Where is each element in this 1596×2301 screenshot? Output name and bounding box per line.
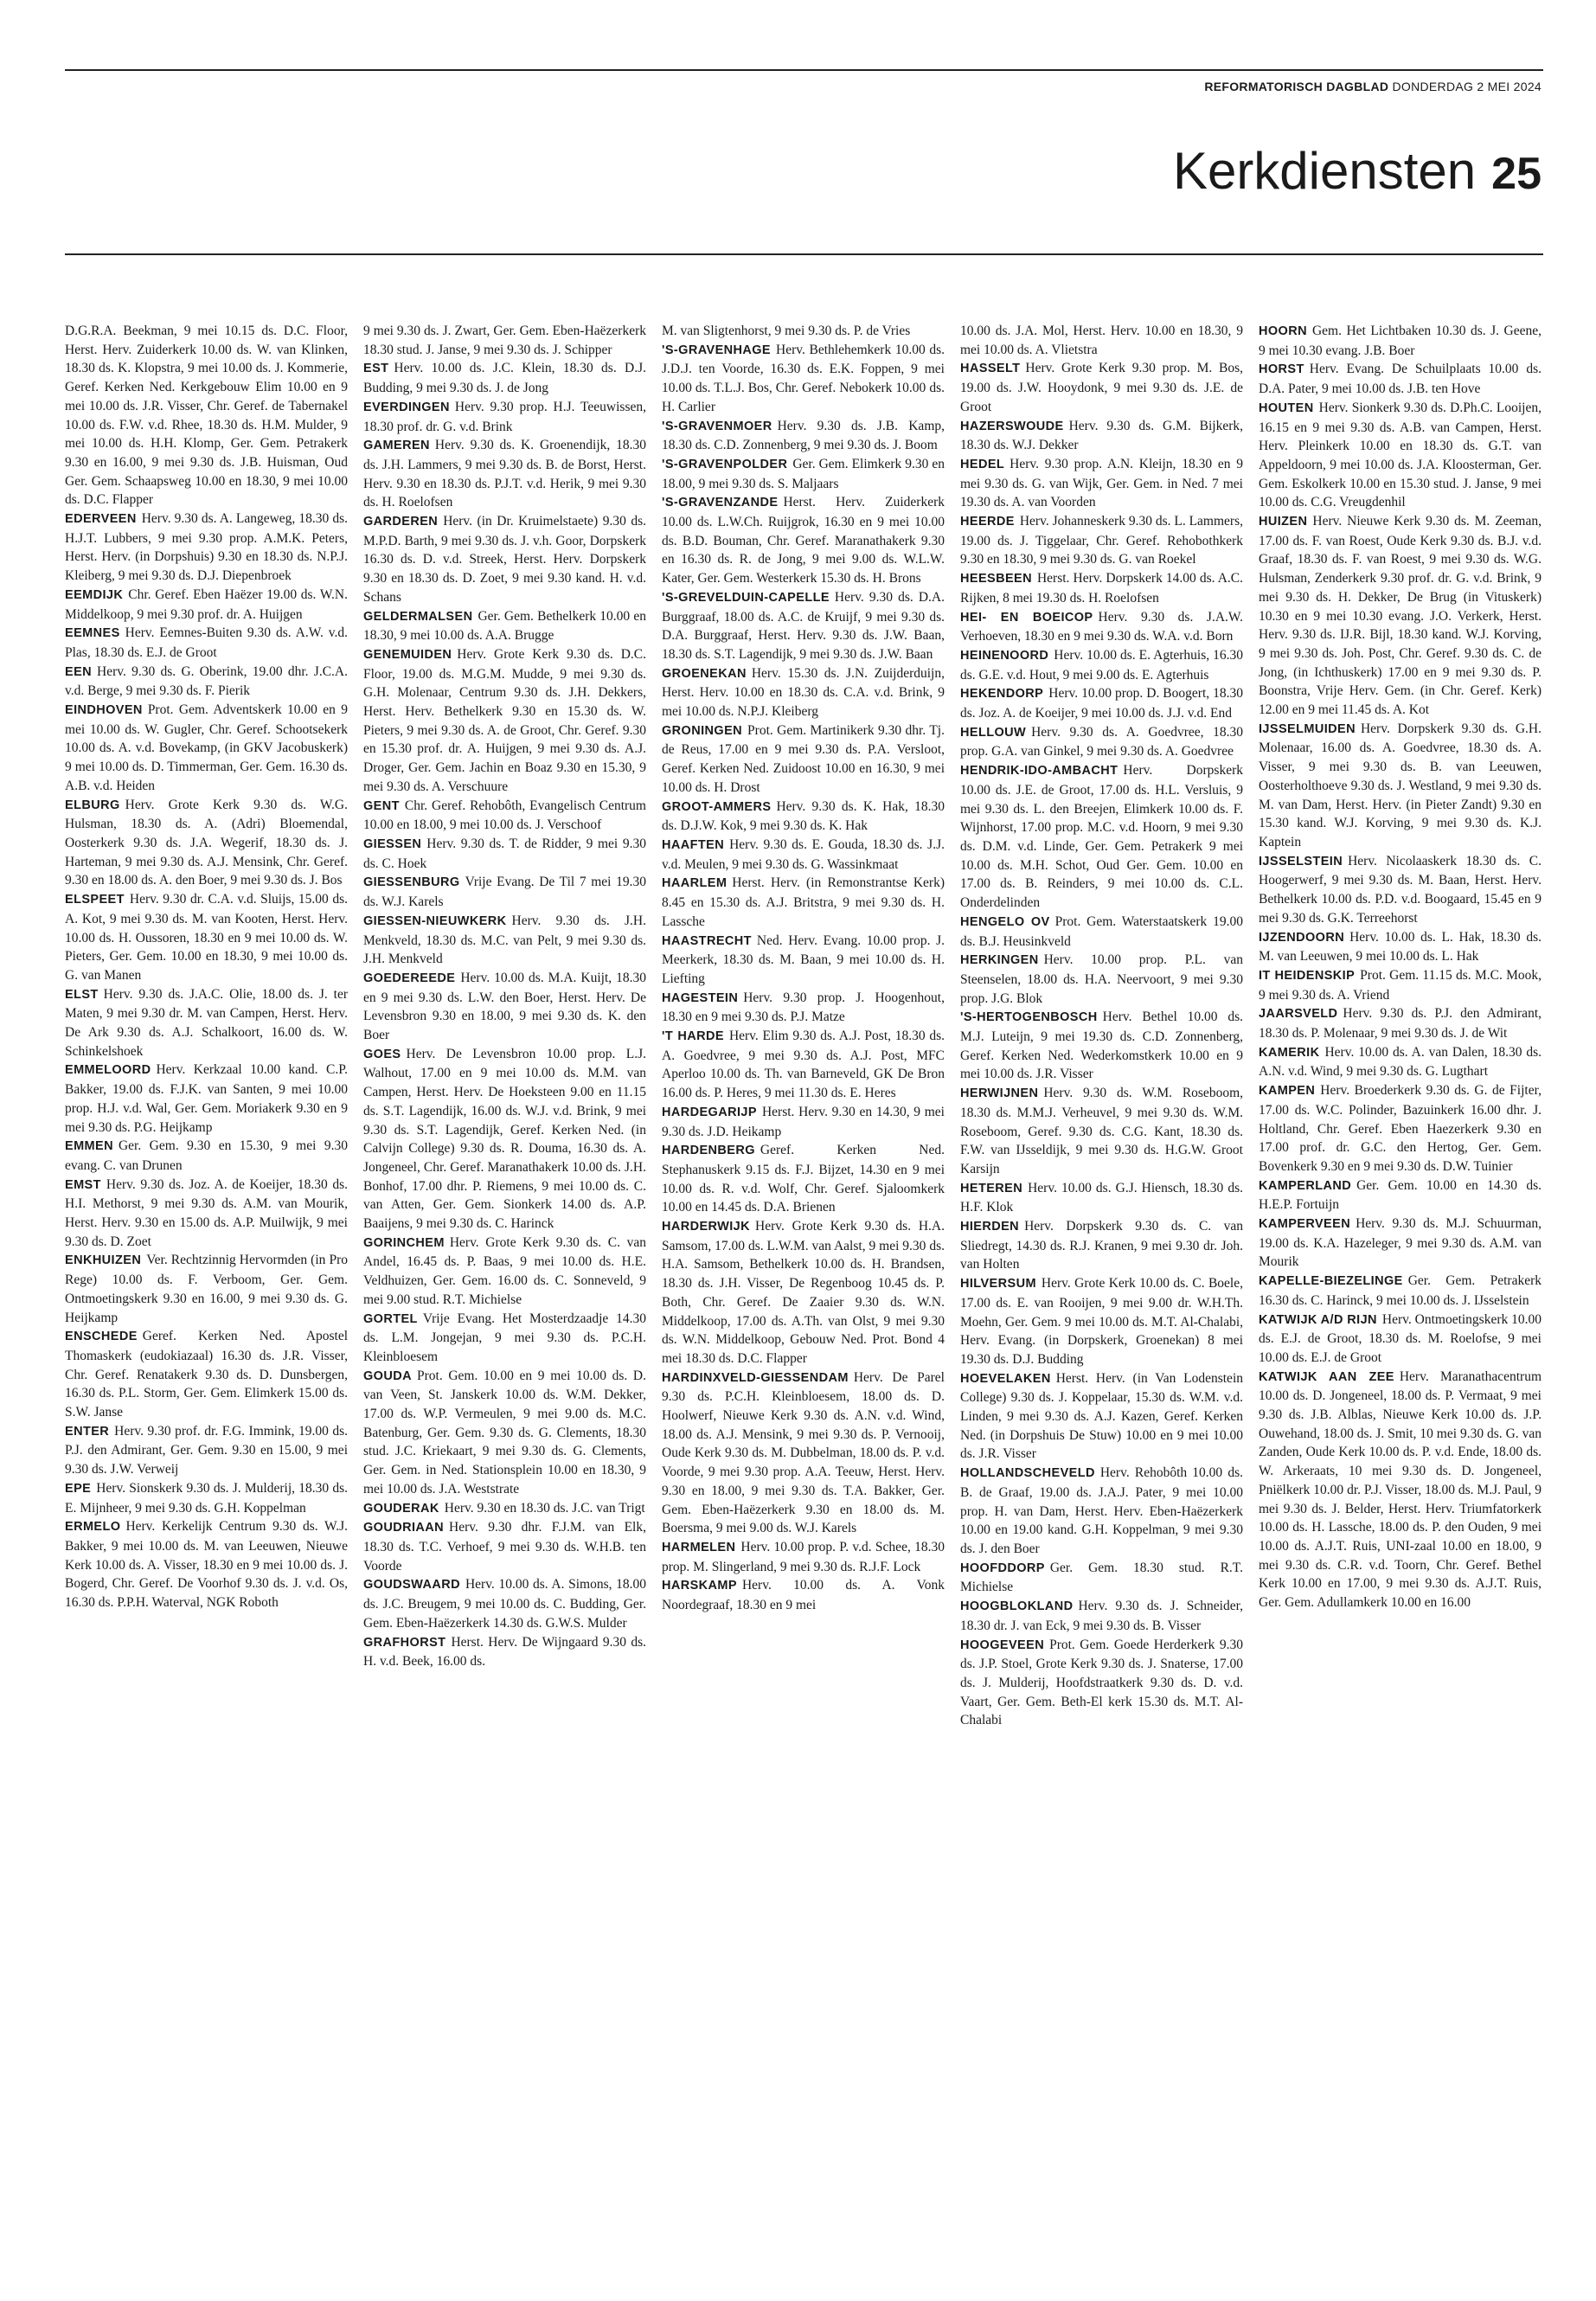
service-entry	[363, 835, 646, 873]
service-entry	[65, 1251, 348, 1327]
town-name: KATWIJK A/D RIJN	[1259, 1312, 1377, 1327]
town-name: EEMNES	[65, 626, 120, 641]
service-entry	[1259, 852, 1542, 928]
service-entry	[1259, 322, 1542, 360]
service-entry	[960, 1274, 1243, 1369]
service-details: Gem. Het Lichtbaken 10.30 ds. J. Geene, 9 mei 10.30 evang. J.B. Boer	[1259, 324, 1542, 358]
service-details: Geref. Kerken Ned. Apostel Thomaskerk (eudokiazaal) 16.30 ds. J.R. Visser, Chr. Geref. Renatakerk 9.30 ds. D. Dunsbergen, 16.30 ds. P.L. Storm, Ger. Gem. Elimkerk 15.00 ds. S.W. Janse	[65, 1329, 348, 1420]
service-entry	[960, 913, 1243, 951]
town-name: EPE	[65, 1481, 92, 1496]
service-entry	[363, 1633, 646, 1671]
service-details: M. van Sligtenhorst, 9 mei 9.30 ds. P. de Vries	[662, 324, 911, 338]
page-number: 25	[1491, 149, 1542, 199]
town-name: EST	[363, 362, 389, 376]
service-entry	[363, 1575, 646, 1632]
town-name: HUIZEN	[1259, 515, 1308, 529]
service-details: Herv. Eemnes-Buiten 9.30 ds. A.W. v.d. Plas, 18.30 ds. E.J. de Groot	[65, 625, 348, 660]
service-entry	[960, 723, 1243, 761]
service-details: Ger. Gem. Bethelkerk 10.00 en 18.30, 9 mei 10.00 ds. A.A. Brugge	[363, 608, 646, 644]
service-entry	[65, 1327, 348, 1422]
service-details: Chr. Geref. Rehobôth, Evangelisch Centrum 10.00 en 18.00, 9 mei 10.00 ds. J. Verschoof	[363, 798, 646, 833]
service-entry	[65, 663, 348, 701]
service-details: Herv. 9.30 prop. A.N. Kleijn, 18.30 en 9 mei 9.30 ds. G. van Wijk, Ger. Gem. in Ned. 7 mei 19.30 ds. A. van Voorden	[960, 456, 1243, 510]
service-entry	[363, 607, 646, 645]
town-name: EMMELOORD	[65, 1063, 151, 1078]
town-name: HARDEGARIJP	[662, 1105, 757, 1119]
service-details: Herv. 9.30 ds. K. Hak, 18.30 ds. D.J.W. Kok, 9 mei 9.30 ds. K. Hak	[662, 798, 945, 834]
service-details: Herv. Bethel 10.00 ds. M.J. Luteijn, 9 mei 19.30 ds. C.D. Zonnenberg, Geref. Kerken Ned. Wederkomstkerk 10.00 en 9 mei 10.00 ds. J.R. Visser	[960, 1009, 1243, 1082]
service-entry	[960, 417, 1243, 455]
town-name: EMST	[65, 1177, 101, 1192]
town-name: HOUTEN	[1259, 401, 1314, 415]
service-entry	[363, 359, 646, 397]
town-name: HEI- EN BOEICOP	[960, 610, 1093, 625]
service-entry	[363, 912, 646, 969]
service-entry	[1259, 1043, 1542, 1081]
service-entry	[65, 701, 348, 796]
service-details: Herv. 9.30 ds. A. Goedvree, 18.30 prop. G.A. van Ginkel, 9 mei 9.30 ds. A. Goedvree	[960, 724, 1243, 760]
service-details: Herv. Dorpskerk 9.30 ds. G.H. Molenaar, 16.00 ds. A. Goedvree, 18.30 ds. A. Visser, 9 mei 9.30 ds. B. van Leeuwen, Oosterholthoeve 9.30 ds. J. Westland, 9 mei 9.30 ds. M. van Dam, Herst. Herv. (in Pieter Zandt) 9.30 en 15.30 kand. W.J. Korving, 9 mei 9.30 ds. K.J. Kaptein	[1259, 721, 1542, 849]
service-entry	[960, 951, 1243, 1008]
service-entry	[65, 796, 348, 891]
service-details: Herv. Grote Kerk 9.30 ds. C. van Andel, 16.45 ds. P. Baas, 9 mei 10.00 ds. H.E. Veldhuizen, Ger. Gem. 16.00 ds. C. Sonneveld, 9 mei 9.00 stud. R.T. Michielse	[363, 1234, 646, 1307]
service-details: Herv. 9.30 ds. K. Groenendijk, 18.30 ds. J.H. Lammers, 9 mei 9.30 ds. B. de Borst, Herst. Herv. 9.30 en 18.30 ds. P.J.T. v.d. Herik, 9 mei 9.30 ds. H. Roelofsen	[363, 438, 646, 510]
town-name: HOLLANDSCHEVELD	[960, 1466, 1095, 1481]
service-entry	[662, 932, 945, 989]
service-entry	[662, 989, 945, 1027]
service-details: Herv. 9.30 ds. J.B. Kamp, 18.30 ds. C.D. Zonnenberg, 9 mei 9.30 ds. J. Boom	[662, 418, 945, 453]
listing-column-2	[363, 322, 646, 2277]
service-details: Herv. 9.30 en 18.30 ds. J.C. van Trigt	[444, 1500, 645, 1516]
service-details: Herv. 9.30 ds. A. Langeweg, 18.30 ds. H.J.T. Lubbers, 9 mei 9.30 prop. A.M.K. Peters, Herst. Herv. (in Dorpshuis) 9.30 en 18.30 ds. N.P.J. Kleiberg, 9 mei 9.30 ds. D.J. Diepenbroek	[65, 511, 348, 584]
service-details: Herv. Dorpskerk 10.00 ds. J.E. de Groot, 17.00 ds. H.L. Versluis, 9 mei 9.30 ds. L. den Breejen, Elimkerk 10.00 ds. F. Wijnhorst, 17.00 prop. M.C. v.d. Hoorn, 9 mei 9.30 ds. D.M. v.d. Linde, Ger. Gem. Petrakerk 9 mei 10.00 ds. M.H. Schot, Oud Ger. Gem. 10.00 en 17.00 ds. B. Reinders, 9 mei 10.00 ds. C.L. Onderdelinden	[960, 763, 1243, 911]
newspaper-name: REFORMATORISCH DAGBLAD	[1204, 80, 1389, 93]
service-details: Herst. Herv. Zuiderkerk 10.00 ds. L.W.Ch. Ruijgrok, 16.30 en 9 mei 10.00 ds. B.D. Bouman, Chr. Geref. Maranathakerk 9.30 en 16.30 ds. R. de Jong, 9 mei 9.00 ds. W.L.W. Kater, Ger. Gem. Westerkerk 15.30 ds. H. Brons	[662, 495, 945, 586]
town-name: GRONINGEN	[662, 723, 743, 738]
town-name: GOUDERAK	[363, 1501, 439, 1516]
town-name: GIESSENBURG	[363, 875, 460, 890]
service-entry	[662, 1368, 945, 1538]
service-entry	[960, 1008, 1243, 1084]
service-details: Herv. 9.30 ds. T. de Ridder, 9 mei 9.30 ds. C. Hoek	[363, 836, 646, 871]
town-name: GOUDA	[363, 1368, 412, 1383]
town-name: HAGESTEIN	[662, 990, 739, 1005]
town-name: EEMDIJK	[65, 587, 124, 602]
service-details: Ned. Herv. Evang. 10.00 prop. J. Meerkerk, 18.30 ds. M. Baan, 9 mei 10.00 ds. H. Liefting	[662, 933, 945, 986]
town-name: HARDERWIJK	[662, 1220, 751, 1234]
town-name: HETEREN	[960, 1181, 1023, 1195]
service-entry	[960, 1464, 1243, 1559]
service-details: Ger. Gem. 10.00 en 14.30 ds. H.E.P. Fortuijn	[1259, 1177, 1542, 1213]
service-details: Ger. Gem. 18.30 stud. R.T. Michielse	[960, 1560, 1243, 1595]
service-entry	[363, 512, 646, 607]
town-name: GORINCHEM	[363, 1235, 445, 1250]
town-name: 'T HARDE	[662, 1029, 724, 1044]
service-details: Herv. Kerkzaal 10.00 kand. C.P. Bakker, 19.00 ds. F.J.K. van Santen, 9 mei 10.00 prop. H.J. v.d. Wal, Ger. Gem. Moriakerk 9.30 en 9 mei 9.30 ds. P.G. Heijkamp	[65, 1062, 348, 1135]
town-name: 'S-GREVELDUIN-CAPELLE	[662, 590, 830, 605]
service-details: Herv. 9.30 ds. P.J. den Admirant, 18.30 ds. P. Molenaar, 9 mei 9.30 ds. J. de Wit	[1259, 1006, 1542, 1042]
service-entry	[662, 1576, 945, 1614]
service-details: Herv. Grote Kerk 9.30 ds. D.C. Floor, 19.00 ds. M.G.M. Mudde, 9 mei 9.30 ds. G.H. Molenaar, Centrum 9.30 ds. J.H. Dekkers, Herst. Herv. Bethelkerk 9.30 en 15.30 ds. W. Pieters, 9 mei 9.30 ds. A. de Groot, Chr. Geref. 9.30 en 15.30 prof. dr. A. Huijgen, 9 mei 9.30 ds. A.J. Droger, Ger. Gem. Jachin en Boaz 9.30 en 15.30, 9 mei 9.30 ds. A. Verschuure	[363, 646, 646, 794]
town-name: GROENEKAN	[662, 666, 747, 681]
service-details: Herv. Grote Kerk 9.30 prop. M. Bos, 19.00 ds. J.W. Hooydonk, 9 mei 9.30 ds. J.E. de Groot	[960, 361, 1243, 414]
service-entry	[662, 341, 945, 417]
service-entry	[662, 874, 945, 931]
service-details: Herv. Nieuwe Kerk 9.30 ds. M. Zeeman, 17.00 ds. F. van Roest, Oude Kerk 9.30 ds. B.J. v.d. Graaf, 18.30 ds. F. van Roest, 9 mei 9.30 ds. W.G. Hulsman, Zenderkerk 9.30 prof. dr. G. v.d. Brink, 9 mei 9.30 ds. H. Dekker, De Brug (in Vituskerk) 10.30 en 9 mei 10.30 evang. J.O. Verkerk, Herst. Herv. 9.30 ds. IJ.R. Bijl, 18.30 kand. W.J. Korving, 9 mei 9.30 ds. Joh. Post, Chr. Geref. 9.30 ds. C. de Jong, (in Ichthuskerk) 17.00 en 9 mei 9.30 ds. P. Boonstra, Vrije Herv. Gem. (in Chr. Geref. Kerk) 12.00 en 9 mei 11.45 ds. A. Kot	[1259, 514, 1542, 718]
town-name: HAAFTEN	[662, 837, 725, 852]
town-name: HERKINGEN	[960, 953, 1039, 968]
service-details: Ger. Gem. Petrakerk 16.30 ds. C. Harinck, 9 mei 10.00 ds. J. IJsselstein	[1259, 1273, 1542, 1308]
service-entry	[662, 798, 945, 836]
town-name: HASSELT	[960, 362, 1021, 376]
service-details: Herst. Herv. 9.30 en 14.30, 9 mei 9.30 ds. J.D. Heikamp	[662, 1104, 945, 1139]
service-details: Herv. 9.30 prop. J. Hoogenhout, 18.30 en 9 mei 9.30 ds. P.J. Matze	[662, 990, 945, 1025]
service-entry	[1259, 928, 1542, 966]
service-entry	[662, 1141, 945, 1217]
town-name: HOOGBLOKLAND	[960, 1599, 1074, 1614]
town-name: GAMEREN	[363, 439, 430, 453]
service-entry	[1259, 720, 1542, 852]
town-name: ELST	[65, 987, 99, 1002]
listing-columns	[65, 322, 1544, 2277]
service-details: Herv. Dorpskerk 9.30 ds. C. van Sliedregt, 14.30 ds. R.J. Kranen, 9 mei 9.30 dr. Joh. van Holten	[960, 1219, 1243, 1272]
service-details: 10.00 ds. J.A. Mol, Herst. Herv. 10.00 en 18.30, 9 mei 10.00 ds. A. Vlietstra	[960, 324, 1243, 357]
town-name: HARMELEN	[662, 1541, 736, 1554]
service-details: Vrije Evang. De Til 7 mei 19.30 ds. W.J. Karels	[363, 875, 646, 910]
service-details: Herst. Herv. De Wijngaard 9.30 ds. H. v.d. Beek, 16.00 ds.	[363, 1634, 646, 1670]
service-details: Herv. 15.30 ds. J.N. Zuijderduijn, Herst. Herv. 10.00 en 18.30 ds. C.A. v.d. Brink, 9 mei 10.00 ds. N.P.J. Kleiberg	[662, 665, 945, 720]
town-name: HARDINXVELD-GIESSENDAM	[662, 1370, 849, 1385]
town-name: HORST	[1259, 362, 1304, 377]
town-name: EVERDINGEN	[363, 400, 450, 414]
service-entry	[65, 890, 348, 985]
service-details: Herv. 10.00 ds. E. Agterhuis, 16.30 ds. G.E. v.d. Hout, 9 mei 9.00 ds. E. Agterhuis	[960, 647, 1243, 683]
service-details: Herv. Grote Kerk 9.30 ds. W.G. Hulsman, 18.30 ds. A. (Adri) Bloemendal, Oosterkerk 9.30 ds. J.A. Wegerif, 18.30 ds. J. Harteman, 9 mei 9.30 ds. A.J. Mensink, Chr. Geref. 9.30 en 18.00 ds. A. den Boer, 9 mei 9.30 ds. J. Bos	[65, 797, 348, 888]
service-entry	[960, 1636, 1243, 1731]
town-name: HEKENDORP	[960, 687, 1044, 702]
listing-column-1	[65, 322, 348, 2277]
service-details: Herv. Grote Kerk 9.30 ds. H.A. Samsom, 17.00 ds. L.W.M. van Aalst, 9 mei 9.30 ds. H.A. Samsom, Bethelkerk 10.00 ds. H. Brandsen, 18.30 ds. J.H. Visser, De Regenboog 10.45 ds. P. Both, Chr. Geref. De Zaaier 9.30 ds. W.N. Middelkoop, 17.00 ds. A.Th. van Olst, 9 mei 9.30 ds. W.N. Middelkoop, Gebouw Ned. Prot. Bond 4 mei 18.30 ds. D.C. Flapper	[662, 1219, 945, 1366]
service-details: Herst. Herv. Dorpskerk 14.00 ds. A.C. Rijken, 8 mei 19.30 ds. H. Roelofsen	[960, 571, 1243, 606]
town-name: GOES	[363, 1047, 401, 1061]
town-name: HOORN	[1259, 324, 1307, 338]
town-name: 'S-GRAVENHAGE	[662, 343, 772, 357]
service-details: Herv. 9.30 prop. H.J. Teeuwissen, 18.30 prof. dr. G. v.d. Brink	[363, 399, 646, 434]
town-name: HENDRIK-IDO-AMBACHT	[960, 764, 1118, 779]
service-details: Herv. (in Dr. Kruimelstaete) 9.30 ds. M.P.D. Barth, 9 mei 9.30 ds. J. v.h. Goor, Dorpskerk 16.30 ds. D. v.d. Streek, Herst. Herv. Dorpskerk 9.30 en 18.30 ds. D. Zoet, 9 mei 9.30 kand. H. v.d. Schans	[363, 514, 646, 605]
service-entry	[65, 624, 348, 662]
service-entry	[960, 646, 1243, 684]
town-name: 'S-GRAVENMOER	[662, 419, 772, 433]
service-details: Herv. Bethlehemkerk 10.00 ds. J.D.J. ten Voorde, 16.30 ds. E.K. Foppen, 9 mei 10.00 ds. T.L.J. Bos, Chr. Geref. Nebokerk 10.00 ds. H. Carlier	[662, 342, 945, 414]
section-name: Kerkdiensten	[1172, 142, 1477, 200]
service-entry	[960, 1084, 1243, 1179]
masthead	[1204, 80, 1542, 93]
town-name: HEDEL	[960, 457, 1005, 471]
town-name: GOEDEREEDE	[363, 971, 456, 985]
service-details: Herv. 9.30 ds. E. Gouda, 18.30 ds. J.J. v.d. Meulen, 9 mei 9.30 ds. G. Wassinkmaat	[662, 836, 945, 872]
town-name: EMMEN	[65, 1139, 113, 1154]
town-name: IT HEIDENSKIP	[1259, 968, 1356, 983]
town-name: HAARLEM	[662, 876, 727, 891]
service-details: Herv. 10.00 ds. L. Hak, 18.30 ds. M. van Leeuwen, 9 mei 10.00 ds. L. Hak	[1259, 929, 1542, 965]
town-name: HOEVELAKEN	[960, 1371, 1051, 1386]
town-name: IJZENDOORN	[1259, 930, 1345, 945]
service-entry	[363, 1310, 646, 1367]
service-entry	[662, 721, 945, 798]
service-details: Herv. 10.00 ds. A. Vonk Noordegraaf, 18.30 en 9 mei	[662, 1578, 945, 1613]
town-name: KAPELLE-BIEZELINGE	[1259, 1274, 1403, 1289]
service-details: Herv. 9.30 ds. J.A.C. Olie, 18.00 ds. J. ter Maten, 9 mei 9.30 dr. M. van Campen, Herst. Herv. De Ark 9.30 ds. A.J. Schalkoort, 16.00 ds. W. Schinkelshoek	[65, 986, 348, 1059]
service-details: Herv. Sionskerk 9.30 ds. J. Mulderij, 18.30 ds. E. Mijnheer, 9 mei 9.30 ds. G.H. Koppelman	[65, 1480, 348, 1516]
listing-column-3	[662, 322, 945, 2277]
town-name: GROOT-AMMERS	[662, 799, 772, 814]
town-name: HARSKAMP	[662, 1579, 737, 1593]
town-name: GOUDRIAAN	[363, 1521, 445, 1535]
service-details: Ger. Gem. Elimkerk 9.30 en 18.00, 9 mei 9.30 ds. S. Maljaars	[662, 456, 945, 491]
service-entry	[363, 1367, 646, 1499]
town-name: KAMPERVEEN	[1259, 1217, 1351, 1232]
town-name: GIESSEN	[363, 836, 422, 851]
town-name: 'S-GRAVENZANDE	[662, 496, 779, 510]
service-entry	[1259, 399, 1542, 512]
service-entry	[662, 493, 945, 588]
town-name: GENT	[363, 798, 400, 813]
service-details: Herv. Sionkerk 9.30 ds. D.Ph.C. Looijen, 16.15 en 9 mei 9.30 ds. A.B. van Campen, Herst. Herv. Pleinkerk 10.00 en 18.30 ds. G.T. van Appeldoorn, 9 mei 10.00 ds. J.A. Kloosterman, Ger. Gem. Eskolkerk 10.00 en 15.30 stud. J. Janse, 9 mei 10.00 ds. C.G. Vreugdenhil	[1259, 400, 1542, 510]
service-details: Herv. 9.30 ds. W.M. Roseboom, 18.30 ds. M.M.J. Verheuvel, 9 mei 9.30 ds. W.M. Roseboom, Geref. 9.30 ds. C.G. Kant, 18.30 ds. F.W. van IJsseldijk, 9 mei 9.30 ds. H.G.W. Groot Karsijn	[960, 1086, 1243, 1176]
town-name: EDERVEEN	[65, 512, 137, 527]
service-entry	[1259, 512, 1542, 720]
service-entry	[363, 1499, 646, 1519]
town-name: HAZERSWOUDE	[960, 419, 1064, 433]
town-name: GOUDSWAARD	[363, 1578, 460, 1593]
service-entry	[662, 1538, 945, 1576]
town-name: ENSCHEDE	[65, 1330, 138, 1344]
service-details: Herv. Evang. De Schuilplaats 10.00 ds. D.A. Pater, 9 mei 10.00 ds. J.B. ten Hove	[1259, 362, 1542, 397]
service-details: Herv. Maranathacentrum 10.00 ds. D. Jongeneel, 18.00 ds. P. Vermaat, 9 mei 9.30 ds. J.B. Alblas, Nieuwe Kerk 10.00 ds. J.P. Ouwehand, 18.00 ds. J. Smit, 10 mei 9.30 ds. G. van Zanden, Oude Kerk 10.00 ds. P. v.d. Ende, 18.00 ds. W. Arkeraats, 10 mei 9.30 ds. D. Jongeneel, Pniëlkerk 10.00 dr. P.J. Visser, 18.00 ds. M.J. Paul, 9 mei 9.30 ds. J. Belder, Herst. Herv. Triumfatorkerk 10.00 ds. H. Lassche, 18.00 ds. P. den Ouden, 9 mei 10.00 ds. A.J.T. Ruis, UNI-zaal 10.00 en 18.00, 9 mei 9.30 ds. C.R. v.d. Toorn, Chr. Geref. Bethel Kerk 10.00 en 17.00, 9 mei 9.30 ds. A.J.T. Ruis, Ger. Gem. Adullamkerk 10.00 en 16.00	[1259, 1368, 1542, 1611]
town-name: GRAFHORST	[363, 1635, 446, 1650]
service-entry	[65, 1422, 348, 1479]
section-heading	[1172, 142, 1542, 200]
service-entry	[363, 1234, 646, 1310]
service-details: Chr. Geref. Eben Haëzer 19.00 ds. W.N. Middelkoop, 9 mei 9.30 prof. dr. A. Huijgen	[65, 586, 348, 622]
service-entry	[1259, 1311, 1542, 1368]
service-details: Herv. 10.00 ds. A. van Dalen, 18.30 ds. A.N. v.d. Wind, 9 mei 9.30 ds. G. Lugthart	[1259, 1044, 1542, 1080]
service-details: Herv. 9.30 ds. G. Oberink, 19.00 dhr. J.C.A. v.d. Berge, 9 mei 9.30 ds. F. Pierik	[65, 663, 348, 699]
town-name: JAARSVELD	[1259, 1007, 1338, 1022]
service-details: Herv. 9.30 ds. J. Schneider, 18.30 dr. J. van Eck, 9 mei 9.30 ds. B. Visser	[960, 1599, 1243, 1633]
service-entry	[960, 1369, 1243, 1465]
town-name: KATWIJK AAN ZEE	[1259, 1369, 1394, 1384]
service-entry	[65, 1479, 348, 1517]
town-name: HERWIJNEN	[960, 1086, 1039, 1101]
service-entry	[960, 1179, 1243, 1217]
title-rule	[65, 253, 1543, 255]
service-details: Herv. Ontmoetingskerk 10.00 ds. E.J. de Groot, 18.30 ds. M. Roelofse, 9 mei 10.00 ds. E.J. de Groot	[1259, 1311, 1542, 1365]
service-entry	[65, 1137, 348, 1175]
service-entry	[363, 645, 646, 797]
service-details: Herv. 10.00 ds. G.J. Hiensch, 18.30 ds. H.F. Klok	[960, 1180, 1243, 1215]
service-entry	[65, 322, 348, 510]
town-name: GARDEREN	[363, 515, 439, 529]
service-details: Herv. 9.30 dr. C.A. v.d. Sluijs, 15.00 ds. A. Kot, 9 mei 9.30 ds. M. van Kooten, Herst. Herv. 10.00 ds. H. Oussoren, 18.30 en 9 mei 10.00 ds. W. Pieters, Ger. Gem. 10.00 en 18.30, 9 mei 10.00 ds. G. van Manen	[65, 892, 348, 983]
service-details: Herv. 9.30 ds. M.J. Schuurman, 19.00 ds. K.A. Hazeleger, 9 mei 9.30 ds. A.M. van Mourik	[1259, 1216, 1542, 1270]
service-details: Herv. 10.00 prop. D. Boogert, 18.30 ds. Joz. A. de Koeijer, 9 mei 10.00 ds. J.J. v.d. End	[960, 686, 1243, 721]
service-entry	[960, 569, 1243, 607]
service-entry	[1259, 1176, 1542, 1215]
service-entry	[1259, 1004, 1542, 1042]
service-entry	[960, 608, 1243, 646]
service-details: Herv. 9.30 dhr. F.J.M. van Elk, 18.30 ds. T.C. Verhoef, 9 mei 9.30 ds. W.H.B. ten Voorde	[363, 1520, 646, 1574]
service-entry	[960, 512, 1243, 569]
service-entry	[363, 969, 646, 1045]
service-entry	[1259, 1081, 1542, 1176]
service-entry	[363, 1518, 646, 1575]
service-entry	[960, 684, 1243, 722]
town-name: ENTER	[65, 1424, 110, 1439]
town-name: ERMELO	[65, 1520, 121, 1535]
service-details: Herv. 10.00 prop. P.L. van Steenselen, 18.00 ds. H.A. Neervoort, 9 mei 9.30 prop. J.G. Blok	[960, 952, 1243, 1006]
service-details: Prot. Gem. Waterstaatskerk 19.00 ds. B.J. Heusinkveld	[960, 913, 1243, 949]
service-entry	[65, 1061, 348, 1137]
town-name: HILVERSUM	[960, 1277, 1036, 1292]
town-name: HEINENOORD	[960, 648, 1049, 663]
town-name: 'S-HERTOGENBOSCH	[960, 1010, 1098, 1025]
service-entry	[65, 510, 348, 586]
service-details: Herv. 10.00 ds. J.C. Klein, 18.30 ds. D.J. Budding, 9 mei 9.30 ds. J. de Jong	[363, 361, 646, 396]
town-name: IJSSELSTEIN	[1259, 854, 1343, 868]
town-name: IJSSELMUIDEN	[1259, 721, 1356, 736]
service-details: Herv. Rehobôth 10.00 ds. B. de Graaf, 19.00 ds. J.A.J. Pater, 9 mei 10.00 prop. H. van Dam, Herst. Herv. Eben-Haëzerkerk 10.00 en 19.00 kand. G.H. Koppelman, 9 mei 9.30 ds. J. den Boer	[960, 1465, 1243, 1556]
town-name: HAASTRECHT	[662, 933, 752, 948]
service-entry	[960, 1217, 1243, 1274]
service-details: Herv. De Levensbron 10.00 prop. L.J. Walhout, 17.00 en 9 mei 10.00 ds. M.M. van Campen, Herst. Herv. De Hoeksteen 9.00 en 11.15 ds. S.T. Lagendijk, 16.00 ds. W.J. v.d. Brink, 9 mei 9.30 ds. S.T. Lagendijk, Geref. Kerken Ned. (in Calvijn College) 9.30 ds. R. Douma, 16.30 ds. A. Jongeneel, Chr. Geref. Maranathakerk 10.00 ds. J.H. Bonhof, 17.00 dhr. P. Riemens, 9 mei 10.00 ds. C. van Atten, Ger. Gem. Sionkerk 14.00 ds. A.P. Baaijens, 9 mei 9.30 ds. C. Harinck	[363, 1046, 646, 1232]
town-name: KAMPEN	[1259, 1084, 1316, 1099]
town-name: GELDERMALSEN	[363, 609, 473, 624]
service-entry	[662, 322, 945, 341]
service-details: Prot. Gem. Adventskerk 10.00 en 9 mei 10.00 ds. W. Gugler, Chr. Geref. Schootsekerk 10.00 ds. A. v.d. Bovekamp, (in GKV Jacobuskerk) 9 mei 10.00 ds. D. Timmerman, Ger. Gem. 16.30 ds. A.B. v.d. Heiden	[65, 702, 348, 793]
town-name: KAMERIK	[1259, 1045, 1320, 1060]
service-details: Prot. Gem. Goede Herderkerk 9.30 ds. J.P. Stoel, Grote Kerk 9.30 ds. J. Snaterse, 17.00 ds. J. Mulderij, Hoofdstraatkerk 9.30 ds. D. v.d. Vaart, Ger. Gem. Beth-El kerk 15.30 ds. M.T. Al-Chalabi	[960, 1637, 1243, 1728]
service-details: Geref. Kerken Ned. Stephanuskerk 9.15 ds. F.J. Bijzet, 14.30 en 9 mei 10.00 ds. R. v.d. Wolf, Chr. Geref. Sjaloomkerk 10.00 en 14.45 ds. D.A. Brienen	[662, 1143, 945, 1215]
service-details: Herv. Kerkelijk Centrum 9.30 ds. W.J. Bakker, 9 mei 10.00 ds. M. van Leeuwen, Nieuwe Kerk 10.00 ds. A. Visser, 18.30 en 9 mei 10.00 ds. J. Bogerd, Chr. Geref. De Voorhof 9.30 ds. J. v.d. Os, 16.30 ds. P.P.H. Waterval, NGK Roboth	[65, 1519, 348, 1611]
town-name: ELSPEET	[65, 893, 125, 907]
service-details: Herv. Grote Kerk 10.00 ds. C. Boele, 17.00 ds. E. van Rooijen, 9 mei 9.00 dr. W.H.Th. Moehn, Ger. Gem. 9 mei 10.00 ds. M.T. Al-Chalabi, Herv. Evang. (in Dorpskerk, Groenekan) 8 mei 19.30 ds. D.J. Budding	[960, 1276, 1243, 1367]
service-entry	[960, 1597, 1243, 1635]
service-entry	[363, 797, 646, 835]
service-details: Vrije Evang. Het Mosterdzaadje 14.30 ds. L.M. Jongejan, 9 mei 9.30 ds. P.C.H. Kleinbloesem	[363, 1311, 646, 1364]
town-name: EEN	[65, 664, 93, 679]
top-rule	[65, 69, 1543, 71]
service-entry	[662, 588, 945, 664]
service-entry	[65, 586, 348, 624]
service-entry	[65, 1176, 348, 1252]
town-name: HARDENBERG	[662, 1144, 755, 1158]
service-entry	[363, 436, 646, 512]
town-name: KAMPERLAND	[1259, 1178, 1352, 1193]
service-details: Herst. Herv. (in Van Lodenstein College) 9.30 ds. J. Koppelaar, 15.30 ds. W.M. v.d. Linden, 9 mei 9.30 ds. A.J. Kazen, Geref. Kerken Ned. (in Dorpshuis De Stuw) 10.00 en 9 mei 10.00 ds. J.R. Visser	[960, 1370, 1243, 1462]
service-details: Herv. 9.30 ds. D.A. Burggraaf, 18.00 ds. A.C. de Kruijf, 9 mei 9.30 ds. D.A. Burggraaf, Herst. Herv. 9.30 ds. J.W. Baan, 18.30 ds. S.T. Lagendijk, 9 mei 9.30 ds. J.W. Baan	[662, 589, 945, 662]
service-entry	[662, 417, 945, 455]
service-details: Herv. 9.30 ds. J.H. Menkveld, 18.30 ds. M.C. van Pelt, 9 mei 9.30 ds. J.H. Menkveld	[363, 913, 646, 967]
service-entry	[1259, 1272, 1542, 1310]
service-entry	[662, 1103, 945, 1141]
service-entry	[1259, 1368, 1542, 1612]
service-entry	[662, 1027, 945, 1103]
town-name: HELLOUW	[960, 725, 1027, 740]
issue-date: DONDERDAG 2 MEI 2024	[1392, 80, 1542, 93]
service-entry	[960, 455, 1243, 512]
service-details: Ver. Rechtzinnig Hervormden (in Pro Rege) 10.00 ds. F. Verboom, Ger. Gem. Ontmoetingskerk 9.30 en 16.00, 9 mei 9.30 ds. G. Heijkamp	[65, 1253, 348, 1325]
town-name: ELBURG	[65, 798, 120, 812]
service-entry	[1259, 1215, 1542, 1272]
service-entry	[363, 1045, 646, 1234]
service-entry	[960, 1559, 1243, 1597]
town-name: HEESBEEN	[960, 572, 1032, 586]
service-details: 9 mei 9.30 ds. J. Zwart, Ger. Gem. Eben-Haëzerkerk 18.30 stud. J. Janse, 9 mei 9.30 ds. J. Schipper	[363, 324, 646, 357]
town-name: GIESSEN-NIEUWKERK	[363, 913, 507, 928]
town-name: HIERDEN	[960, 1220, 1020, 1234]
town-name: HOOFDDORP	[960, 1561, 1045, 1575]
service-entry	[363, 322, 646, 359]
service-entry	[363, 873, 646, 911]
service-details: Herv. 9.30 ds. Joz. A. de Koeijer, 18.30 ds. H.I. Methorst, 9 mei 9.30 ds. A.M. van Mourik, Herst. Herv. 9.30 en 15.00 ds. A.P. Muilwijk, 9 mei 9.30 ds. D. Zoet	[65, 1176, 348, 1249]
service-details: D.G.R.A. Beekman, 9 mei 10.15 ds. D.C. Floor, Herst. Herv. Zuiderkerk 10.00 ds. W. van Klinken, 18.30 ds. K. Klopstra, 9 mei 10.00 ds. J. Kommerie, Geref. Kerken Ned. Kerkgebouw Elim 10.00 en 9 mei 10.00 ds. J.R. Visser, Chr. Geref. de Tabernakel 10.00 ds. F.W. v.d. Rhee, 18.30 ds. H.M. Mulder, 9 mei 10.00 ds. H.H. Klomp, Ger. Gem. Petrakerk 9.30 en 16.00, 9 mei 9.30 ds. J.B. Huisman, Oud Ger. Gem. Schaapsweg 10.00 en 18.30, 9 mei 10.00 ds. D.C. Flapper	[65, 324, 348, 508]
service-details: Herv. 10.00 ds. A. Simons, 18.00 ds. J.C. Breugem, 9 mei 10.00 ds. C. Budding, Ger. Gem. Eben-Haëzerkerk 14.30 ds. G.W.S. Mulder	[363, 1577, 646, 1631]
service-details: Herv. 9.30 ds. G.M. Bijkerk, 18.30 ds. W.J. Dekker	[960, 418, 1243, 453]
town-name: HEERDE	[960, 515, 1015, 529]
listing-column-5	[1259, 322, 1542, 2277]
service-entry	[960, 322, 1243, 359]
service-entry	[662, 664, 945, 721]
service-details: Herv. Johanneskerk 9.30 ds. L. Lammers, 19.00 ds. J. Tiggelaar, Chr. Geref. Rehobothkerk 9.30 en 18.30, 9 mei 9.30 ds. G. van Roekel	[960, 514, 1243, 567]
town-name: GORTEL	[363, 1311, 418, 1326]
service-details: Ger. Gem. 9.30 en 15.30, 9 mei 9.30 evang. C. van Drunen	[65, 1138, 348, 1173]
service-details: Prot. Gem. Martinikerk 9.30 dhr. Tj. de Reus, 17.00 en 9 mei 9.30 ds. P.A. Versloot, Geref. Kerken Ned. Zuidoost 10.00 en 16.30, 9 mei 10.00 ds. H. Drost	[662, 722, 945, 795]
town-name: 'S-GRAVENPOLDER	[662, 457, 788, 471]
service-details: Herst. Herv. (in Remonstrantse Kerk) 8.45 en 15.30 ds. A.J. Britstra, 9 mei 9.30 ds. H. Lassche	[662, 875, 945, 929]
service-entry	[960, 359, 1243, 416]
service-details: Herv. 9.30 ds. J.A.W. Verhoeven, 18.30 en 9 mei 9.30 ds. W.A. v.d. Born	[960, 609, 1243, 644]
town-name: HENGELO OV	[960, 914, 1050, 929]
service-entry	[662, 836, 945, 874]
service-details: Herv. 9.30 prof. dr. F.G. Immink, 19.00 ds. P.J. den Admirant, Ger. Gem. 9.30 en 15.00, 9 mei 9.30 ds. J.W. Verweij	[65, 1423, 348, 1477]
town-name: EINDHOVEN	[65, 703, 143, 718]
service-details: Herv. Broederkerk 9.30 ds. G. de Fijter, 17.00 ds. W.C. Polinder, Bazuinkerk 16.00 dhr. J. Holtland, Chr. Geref. Eben Haezerkerk 9.30 en 17.00 prof. dr. G.C. den Hertog, Ger. Gem. Bovenkerk 9.30 en 9 mei 9.30 ds. D.W. Tuinier	[1259, 1083, 1542, 1174]
service-entry	[1259, 966, 1542, 1004]
service-details: Prot. Gem. 10.00 en 9 mei 10.00 ds. D. van Veen, St. Janskerk 10.00 ds. W.M. Dekker, 17.00 ds. W.P. Vermeulen, 9 mei 9.00 ds. M.C. Batenburg, Ger. Gem. 9.30 ds. G. Clements, 18.30 stud. J.C. Kriekaart, 9 mei 9.30 ds. G. Clements, Ger. Gem. in Ned. Stationsplein 10.00 en 18.30, 9 mei 10.00 ds. J.A. Weststrate	[363, 1368, 646, 1497]
service-entry	[1259, 360, 1542, 398]
service-details: Herv. 10.00 ds. M.A. Kuijt, 18.30 en 9 mei 9.30 ds. L.W. den Boer, Herst. Herv. De Levensbron 9.30 en 18.00, 9 mei 9.30 ds. K. den Boer	[363, 970, 646, 1043]
service-details: Prot. Gem. 11.15 ds. M.C. Mook, 9 mei 9.30 ds. A. Vriend	[1259, 967, 1542, 1003]
service-entry	[662, 455, 945, 493]
town-name: ENKHUIZEN	[65, 1253, 142, 1268]
service-entry	[960, 761, 1243, 913]
service-details: Herv. Elim 9.30 ds. A.J. Post, 18.30 ds. A. Goedvree, 9 mei 9.30 ds. A.J. Post, MFC Aperloo 10.00 ds. Th. van Barneveld, GK De Bron 16.00 ds. P. Heres, 9 mei 11.30 ds. E. Heres	[662, 1029, 945, 1101]
town-name: HOOGEVEEN	[960, 1638, 1045, 1652]
listing-column-4	[960, 322, 1243, 2277]
service-details: Herv. Nicolaaskerk 18.30 ds. C. Hoogerwerf, 9 mei 9.30 ds. M. Baan, Herst. Herv. Bethelkerk 10.00 ds. P.D. v.d. Boogaard, 15.45 en 9 mei 9.30 ds. G.K. Terreehorst	[1259, 853, 1542, 926]
service-details: Herv. 10.00 prop. P. v.d. Schee, 18.30 prop. M. Slingerland, 9 mei 9.30 ds. R.J.F. Lock	[662, 1540, 945, 1574]
service-details: Herv. De Parel 9.30 ds. P.C.H. Kleinbloesem, 18.00 ds. D. Hoolwerf, Nieuwe Kerk 9.30 ds. A.N. v.d. Wind, 18.00 ds. A.J. Mensink, 9 mei 9.30 ds. P. Vernooij, Oude Kerk 9.30 ds. M. Dubbelman, 18.00 ds. P. v.d. Voorde, 9 mei 9.30 prop. A.A. Teeuw, Herst. Herv. 9.30 en 18.00, 9 mei 9.30 ds. T.A. Bakker, Ger. Gem. Eben-Haëzerkerk 9.30 en 18.00 ds. M. Boersma, 9 mei 9.00 ds. W.J. Karels	[662, 1369, 945, 1536]
service-entry	[65, 1517, 348, 1612]
service-entry	[363, 398, 646, 436]
town-name: GENEMUIDEN	[363, 647, 452, 662]
service-entry	[662, 1217, 945, 1368]
service-entry	[65, 985, 348, 1061]
